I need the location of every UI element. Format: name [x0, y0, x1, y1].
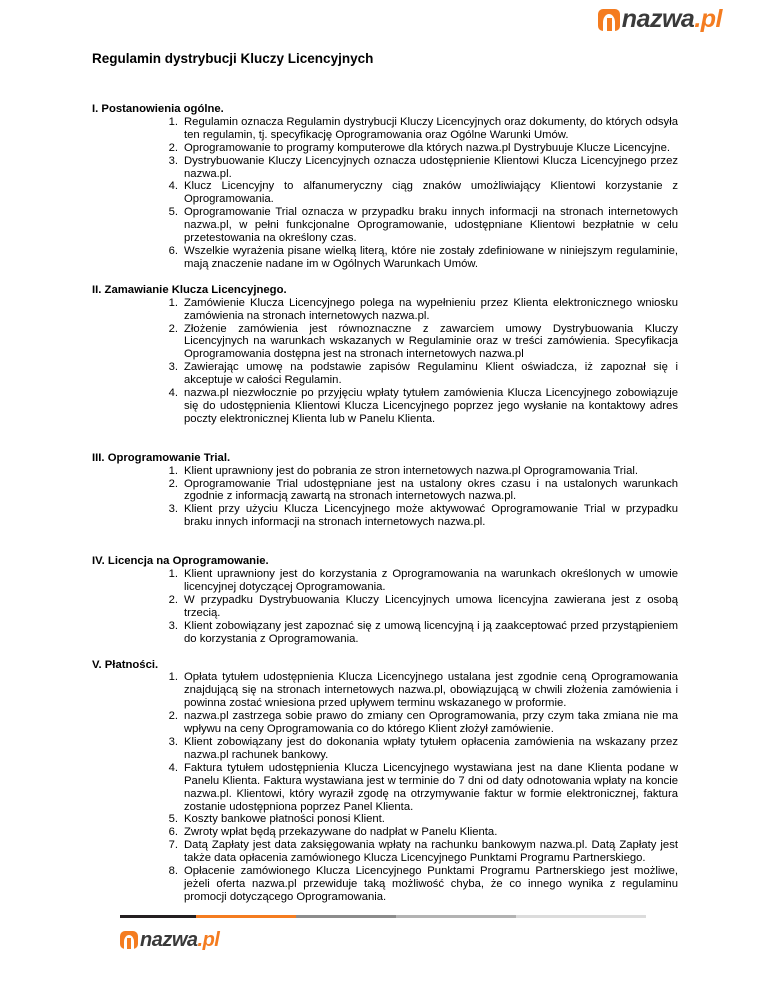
item-text: Oprogramowanie Trial oznacza w przypadku braku innych informacji na stronach internetowych nazwa.pl, w pełni funkcjonalne Oprogramowanie, udostępniane Klientowi bezpłatnie w celu przetestowania na określony czas. — [184, 206, 678, 245]
logo-mark-icon — [598, 9, 620, 31]
item-text: Koszty bankowe płatności ponosi Klient. — [184, 813, 385, 826]
item-text: Klient uprawniony jest do korzystania z Oprogramowania na warunkach określonych w umowie licencyjnej dotyczącej Oprogramowania. — [184, 568, 678, 593]
document-body — [92, 103, 678, 904]
item-number: 2. — [168, 710, 178, 723]
item-text: Datą Zapłaty jest data zaksięgowania wpłaty na rachunku bankowym nazwa.pl. Datą Zapłaty jest także data opłacenia zamówionego Klucza Licencyjnego Punktami Programu Partnerskiego. — [184, 839, 678, 865]
item-text: nazwa.pl zastrzega sobie prawo do zmiany cen Oprogramowania, przy czym taka zmiana nie ma wpływu na ceny Oprogramowania co do którego Klient złożył zamówienie. — [184, 710, 678, 736]
section-heading: V. Płatności. — [92, 658, 159, 671]
item-number: 5. — [168, 206, 178, 219]
list-item — [92, 620, 678, 646]
item-number: 1. — [168, 296, 178, 309]
footer-logo — [120, 930, 219, 950]
item-number: 3. — [168, 735, 178, 748]
list-item — [92, 762, 678, 814]
logo-base-text: nazwa — [140, 929, 198, 951]
section-trial — [92, 452, 678, 529]
list-item — [92, 245, 678, 271]
item-text: Klient uprawniony jest do pobrania ze stron internetowych nazwa.pl Oprogramowania Trial. — [184, 464, 638, 477]
section-heading: II. Zamawianie Klucza Licencyjnego. — [92, 283, 287, 296]
list-item — [92, 826, 678, 839]
footer-line-segment — [196, 915, 296, 918]
item-number: 2. — [168, 477, 178, 490]
item-text: Faktura tytułem udostępnienia Klucza Licencyjnego wystawiana jest na dane Klienta podane w Panelu Klienta. Faktura wystawiana jest w terminie do 7 dni od daty odnotowania wpłaty na koncie nazwa.pl. Klientowi, który wyraził zgodę na otrzymywanie faktur w formie elektronicznej, faktura zostanie udostępniona poprzez Panel Klienta. — [184, 761, 678, 813]
list-item — [92, 865, 678, 904]
item-number: 4. — [168, 761, 178, 774]
section-heading: IV. Licencja na Oprogramowanie. — [92, 555, 269, 568]
item-text: Opłacenie zamówionego Klucza Licencyjnego Punktami Programu Partnerskiego jest możliwe, jeżeli oferta nazwa.pl przewiduje taką możliwość chyba, że co innego wynika z regulaminu promocji dotyczącego Oprogramowania. — [184, 865, 678, 903]
item-text: Zawierając umowę na podstawie zapisów Regulaminu Klient oświadcza, iż zapoznał się i akceptuje w całości Regulamin. — [184, 361, 678, 387]
item-text: Oprogramowanie to programy komputerowe dla których nazwa.pl Dystrybuuje Klucze Licencyjne. — [184, 141, 670, 154]
list-item — [92, 813, 678, 826]
header-logo — [598, 7, 722, 32]
item-number: 3. — [168, 154, 178, 167]
section-heading: III. Oprogramowanie Trial. — [92, 451, 231, 464]
list-item — [92, 671, 678, 710]
item-number: 3. — [168, 503, 178, 516]
item-number: 7. — [168, 839, 178, 852]
list-item — [92, 297, 678, 323]
list-item — [92, 116, 678, 142]
item-text: Zamówienie Klucza Licencyjnego polega na wypełnieniu przez Klienta elektronicznego wniosku zamówienia na stronach internetowych nazwa.pl. — [184, 296, 678, 322]
item-text: W przypadku Dystrybuowania Kluczy Licencyjnych umowa licencyjna zawierana jest z osobą trzecią. — [184, 593, 678, 619]
list-item — [92, 478, 678, 504]
list-item — [92, 568, 678, 594]
item-number: 6. — [168, 244, 178, 257]
item-number: 3. — [168, 619, 178, 632]
document-title: Regulamin dystrybucji Kluczy Licencyjnych — [92, 51, 374, 66]
item-number: 5. — [168, 813, 178, 826]
item-text: Zwroty wpłat będą przekazywane do nadpłat w Panelu Klienta. — [184, 826, 498, 839]
list-item — [92, 503, 678, 529]
footer-line-segment — [120, 915, 196, 918]
footer-line-segment — [296, 915, 396, 918]
list-item — [92, 736, 678, 762]
logo-wordmark — [622, 7, 722, 32]
logo-tld-text: .pl — [197, 929, 220, 951]
list-item — [92, 142, 678, 155]
list-item — [92, 387, 678, 426]
item-text: Regulamin oznacza Regulamin dystrybucji Kluczy Licencyjnych oraz dokumenty, do których odsyła ten regulamin, tj. specyfikację Oprogramowania oraz Ogólne Warunki Umów. — [184, 115, 678, 141]
item-number: 4. — [168, 387, 178, 400]
item-number: 2. — [168, 593, 178, 606]
item-text: Klient zobowiązany jest zapoznać się z umową licencyjną i ją zaakceptować przed przystąpieniem do korzystania z Oprogramowania. — [184, 619, 678, 645]
section-license — [92, 555, 678, 645]
item-number: 1. — [168, 115, 178, 128]
section-heading: I. Postanowienia ogólne. — [92, 103, 224, 115]
list-item — [92, 465, 678, 478]
list-item — [92, 323, 678, 362]
list-item — [92, 839, 678, 865]
item-number: 1. — [168, 464, 178, 477]
item-text: nazwa.pl niezwłocznie po przyjęciu wpłaty tytułem zamówienia Klucza Licencyjnego zobowiązuje się do udostępnienia Klientowi Klucza Licencyjnego poprzez jego wysłanie na kontaktowy adres poczty elektronicznej Klienta lub w Panelu Klienta. — [184, 387, 678, 425]
list-item — [92, 155, 678, 181]
section-general — [92, 103, 678, 271]
item-number: 3. — [168, 361, 178, 374]
item-number: 1. — [168, 568, 178, 581]
item-text: Klucz Licencyjny to alfanumeryczny ciąg znaków umożliwiający Klientowi korzystanie z Oprogramowania. — [184, 180, 678, 206]
item-number: 2. — [168, 322, 178, 335]
list-item — [92, 710, 678, 736]
footer-line-segment — [396, 915, 516, 918]
item-number: 6. — [168, 826, 178, 839]
item-text: Dystrybuowanie Kluczy Licencyjnych oznacza udostępnienie Klientowi Klucza Licencyjnego przez nazwa.pl. — [184, 154, 678, 180]
item-text: Złożenie zamówienia jest równoznaczne z zawarciem umowy Dystrybuowania Kluczy Licencyjnych na warunkach wskazanych w Regulaminie oraz w treści zamówienia. Specyfikacja Oprogramowania dostępna jest na stronach internetowych nazwa.pl — [184, 322, 678, 361]
list-item — [92, 361, 678, 387]
section-payments — [92, 659, 678, 904]
list-item — [92, 594, 678, 620]
logo-mark-icon — [120, 931, 138, 949]
logo-base-text: nazwa — [621, 5, 695, 33]
item-text: Oprogramowanie Trial udostępniane jest na ustalony okres czasu i na ustalonych warunkach zgodnie z informacją zawartą na stronach internetowych nazwa.pl. — [184, 477, 678, 503]
list-item — [92, 206, 678, 245]
item-number: 1. — [168, 671, 178, 684]
item-number: 8. — [168, 865, 178, 878]
item-number: 2. — [168, 141, 178, 154]
item-text: Klient zobowiązany jest do dokonania wpłaty tytułem opłacenia zamówienia na wskazany przez nazwa.pl rachunek bankowy. — [184, 735, 678, 761]
logo-wordmark — [140, 930, 219, 950]
footer-line-segment — [516, 915, 646, 918]
item-text: Klient przy użyciu Klucza Licencyjnego może aktywować Oprogramowanie Trial w przypadku braku innych informacji na stronach internetowych nazwa.pl. — [184, 503, 678, 529]
list-item — [92, 180, 678, 206]
item-text: Wszelkie wyrażenia pisane wielką literą, które nie zostały zdefiniowane w niniejszym regulaminie, mają znaczenie nadane im w Ogólnych Warunkach Umów. — [184, 244, 678, 270]
logo-tld-text: .pl — [694, 5, 722, 33]
item-number: 4. — [168, 180, 178, 193]
section-ordering — [92, 284, 678, 426]
item-text: Opłata tytułem udostępnienia Klucza Licencyjnego ustalana jest zgodnie ceną Oprogramowania znajdującą się na stronach internetowych nazwa.pl, obowiązującą w chwili złożenia zamówienia i powinna zostać wniesiona przed upływem terminu wskazanego w proformie. — [184, 671, 678, 710]
